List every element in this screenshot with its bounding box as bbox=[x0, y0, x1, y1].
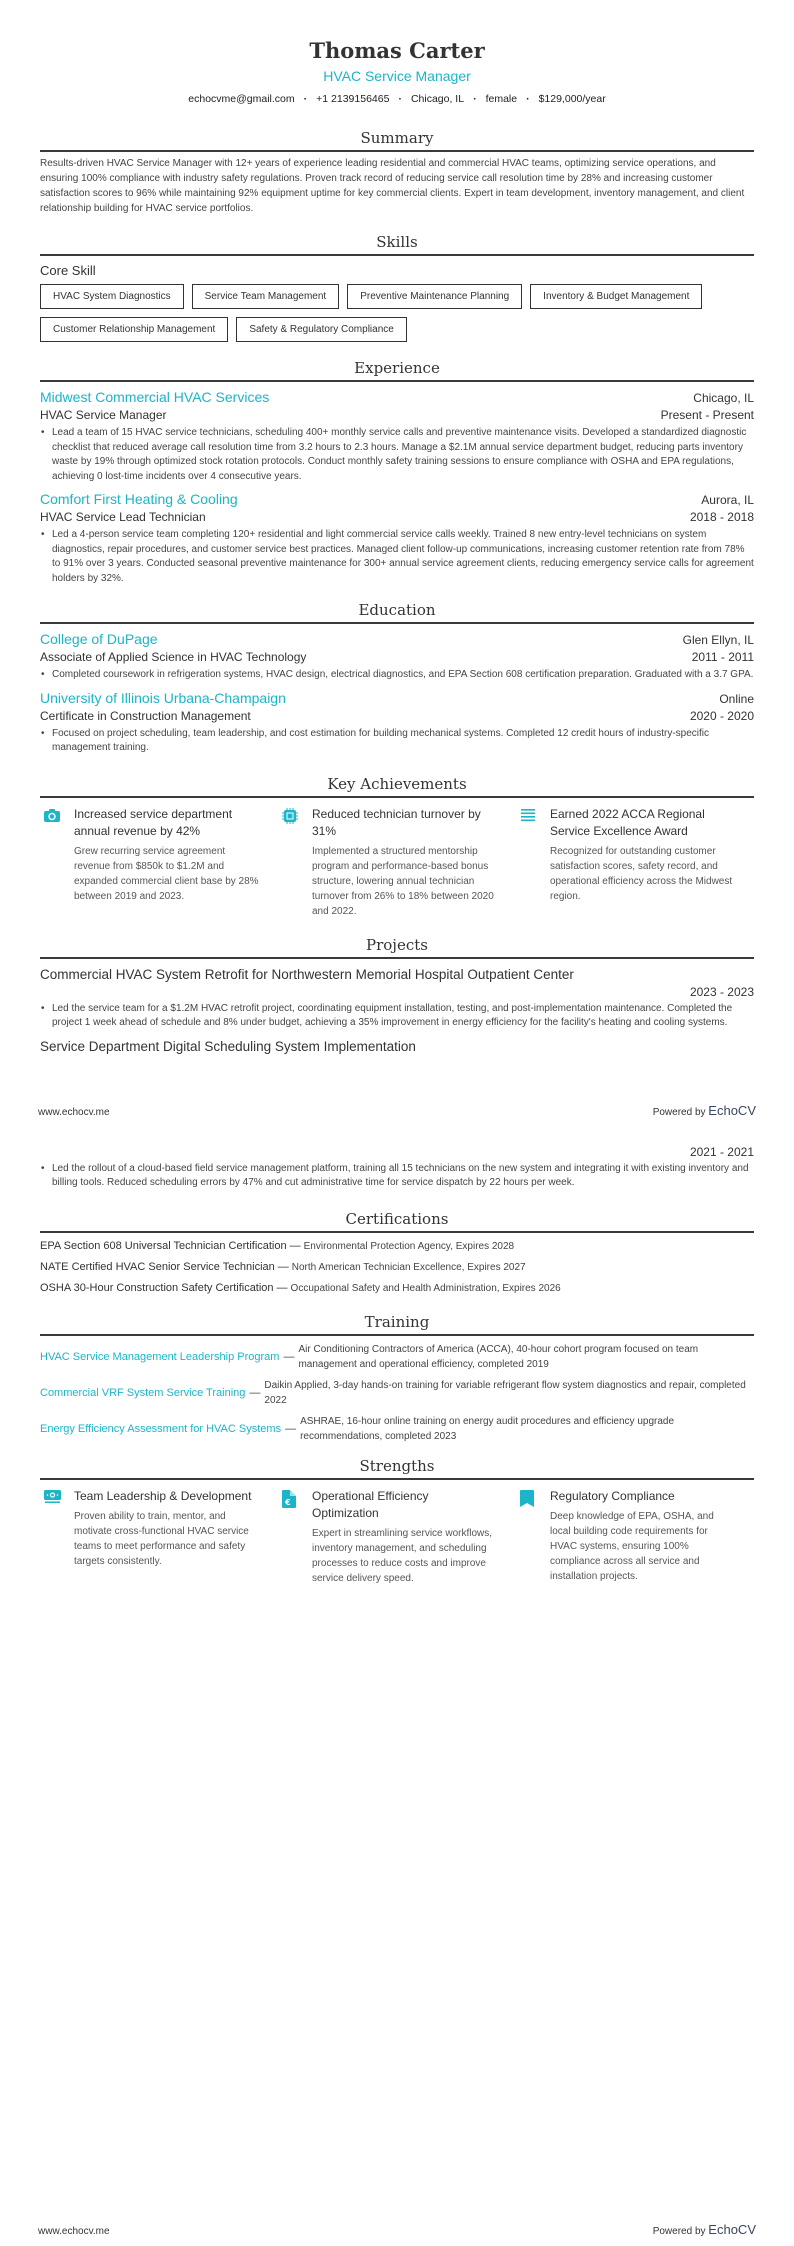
certification-name: OSHA 30-Hour Construction Safety Certification bbox=[40, 1281, 274, 1294]
brand-name[interactable]: EchoCV bbox=[708, 2222, 756, 2237]
candidate-name: Thomas Carter bbox=[309, 38, 485, 63]
footer-url[interactable]: www.echocv.me bbox=[38, 1107, 110, 1118]
degree: Certificate in Construction Management bbox=[40, 708, 251, 723]
projects-section bbox=[40, 935, 754, 1191]
section-title-education: Education bbox=[358, 601, 436, 619]
strength-desc: Expert in streamlining service workflows, inventory management, and scheduling processes to reduce costs and improve service delivery speed. bbox=[312, 1527, 493, 1584]
section-title-summary: Summary bbox=[360, 129, 434, 147]
job-dates: Present - Present bbox=[660, 408, 754, 422]
certification-item: EPA Section 608 Universal Technician Certification — Environmental Protection Agency, Expires 2028 bbox=[40, 1239, 515, 1252]
bookmark-icon bbox=[520, 1490, 538, 1586]
certification-issuer: Occupational Safety and Health Administration, Expires 2026 bbox=[290, 1282, 561, 1294]
training-item: Commercial VRF System Service Training — Daikin Applied, 3-day hands-on training for variable refrigerant flow system diagnostics and repair, completed 2022 bbox=[40, 1378, 754, 1408]
job-title: HVAC Service Lead Technician bbox=[40, 510, 206, 524]
footer-url[interactable]: www.echocv.me bbox=[38, 2226, 110, 2237]
degree: Associate of Applied Science in HVAC Technology bbox=[40, 650, 307, 664]
certification-issuer: North American Technician Excellence, Expires 2027 bbox=[291, 1261, 526, 1273]
training-desc: ASHRAE, 16-hour online training on energy audit procedures and efficiency upgrade recommendations, completed 2023 bbox=[300, 1415, 675, 1442]
training-name[interactable]: Commercial VRF System Service Training bbox=[40, 1386, 246, 1399]
achievement-card bbox=[40, 806, 278, 919]
achievement-card bbox=[516, 806, 754, 919]
section-divider bbox=[40, 1231, 754, 1233]
strength-title: Team Leadership & Development bbox=[74, 1488, 252, 1503]
experience-section bbox=[40, 358, 754, 586]
brand-name[interactable]: EchoCV bbox=[708, 1103, 756, 1118]
section-title-projects: Projects bbox=[366, 935, 428, 954]
job-dates: 2018 - 2018 bbox=[689, 510, 754, 524]
school-location: Online bbox=[719, 691, 754, 706]
strength-desc: Deep knowledge of EPA, OSHA, and local building code requirements for HVAC systems, ensuring 100% compliance across all service and installation projects. bbox=[550, 1510, 714, 1582]
training-item: Energy Efficiency Assessment for HVAC Systems — ASHRAE, 16-hour online training on energy audit procedures and efficiency upgrade recommendations, completed 2023 bbox=[40, 1414, 754, 1444]
project-dates: 2021 - 2021 bbox=[689, 1144, 754, 1159]
training-item: HVAC Service Management Leadership Program — Air Conditioning Contractors of America (ACCA), 40-hour cohort program focused on team management and operational efficiency, completed 2019 bbox=[40, 1342, 754, 1372]
job-title: HVAC Service Manager bbox=[40, 408, 167, 422]
page-break-gap bbox=[40, 1056, 754, 1144]
skill-group-label: Core Skill bbox=[40, 263, 96, 278]
contact-email[interactable]: echocvme@gmail.com bbox=[188, 93, 295, 105]
training-section bbox=[40, 1312, 754, 1444]
job-location: Aurora, IL bbox=[701, 493, 754, 507]
job-location: Chicago, IL bbox=[693, 391, 754, 405]
separator-dot: · bbox=[526, 93, 530, 105]
section-divider bbox=[40, 957, 754, 959]
company-name: Midwest Commercial HVAC Services bbox=[40, 389, 270, 405]
certification-name: EPA Section 608 Universal Technician Certification bbox=[40, 1239, 287, 1252]
page-footer bbox=[0, 1103, 794, 1118]
footer-brand-line bbox=[653, 2222, 756, 2237]
training-name[interactable]: HVAC Service Management Leadership Program bbox=[40, 1350, 280, 1363]
certification-name: NATE Certified HVAC Senior Service Technician bbox=[40, 1260, 275, 1273]
project-title: Service Department Digital Scheduling System Implementation bbox=[40, 1038, 416, 1054]
page-footer bbox=[0, 2222, 794, 2237]
contact-salary: $129,000/year bbox=[538, 93, 606, 105]
achievement-desc: Implemented a structured mentorship program and performance-based bonus structure, lowering annual technician turnover from 26% to 18% between 2020 and 2022. bbox=[312, 845, 494, 917]
section-title-certifications: Certifications bbox=[345, 1209, 449, 1228]
school-name: University of Illinois Urbana-Champaign bbox=[40, 689, 286, 706]
contact-location: Chicago, IL bbox=[410, 93, 465, 105]
achievement-title: Earned 2022 ACCA Regional Service Excellence Award bbox=[550, 806, 705, 838]
certification-item: OSHA 30-Hour Construction Safety Certification — Occupational Safety and Health Administration, Expires 2026 bbox=[40, 1281, 561, 1294]
skill-tag: Service Team Management bbox=[192, 284, 340, 309]
education-bullet: • Completed coursework in refrigeration systems, HVAC design, electrical diagnostics, and EPA Section 608 certification preparation. Graduated with a 3.7 GPA. bbox=[52, 668, 754, 683]
strength-card bbox=[278, 1488, 516, 1586]
experience-entry bbox=[40, 388, 754, 484]
strength-card bbox=[40, 1488, 278, 1586]
achievement-title: Increased service department annual revenue by 42% bbox=[74, 806, 233, 838]
section-title-achievements: Key Achievements bbox=[327, 774, 467, 793]
camera-icon bbox=[44, 808, 62, 919]
skill-tag: Customer Relationship Management bbox=[40, 317, 228, 342]
section-divider bbox=[40, 380, 754, 382]
education-bullet: • Focused on project scheduling, team leadership, and cost estimation for building mechanical systems. Completed 12 credit hours of industry-specific management training. bbox=[52, 727, 754, 756]
achievement-card bbox=[278, 806, 516, 919]
separator-dot: · bbox=[398, 93, 402, 105]
training-desc: Air Conditioning Contractors of America (ACCA), 40-hour cohort program focused on team management and operational efficiency, completed 2019 bbox=[298, 1343, 699, 1370]
strengths-section bbox=[40, 1456, 754, 1586]
school-name: College of DuPage bbox=[40, 631, 158, 647]
summary-text: Results-driven HVAC Service Manager with 12+ years of experience leading residential and commercial HVAC teams, optimizing service operations, and ensuring 100% compliance with industry safety regulations. Proven track record of reducing service call resolution time by 28% and increasing customer satisfaction scores to 96% while maintaining 92% equipment uptime for key commercial clients. Expert in team development, inventory management, and client relationship building for HVAC service portfolios. bbox=[40, 158, 745, 214]
summary-section bbox=[40, 128, 754, 216]
skill-tags bbox=[40, 284, 754, 342]
project-bullet: • Led the service team for a $1.2M HVAC retrofit project, coordinating equipment installation, testing, and post-implementation maintenance. Completed the project 1 week ahead of schedule and 8% under budget, achieving a 35% improvement in energy efficiency for the facility's heating and cooling systems. bbox=[52, 1002, 754, 1031]
strength-card bbox=[516, 1488, 754, 1586]
certification-issuer: Environmental Protection Agency, Expires 2028 bbox=[303, 1240, 515, 1252]
project-bullet: • Led the rollout of a cloud-based field service management platform, training all 15 technicians on the new system and integrating it with existing inventory and billing tools. Reduced scheduling errors by 47% and cut administrative time for service dispatch by 22 hours per week. bbox=[52, 1162, 754, 1191]
strength-title: Regulatory Compliance bbox=[550, 1488, 675, 1503]
education-entry bbox=[40, 630, 754, 683]
section-divider bbox=[40, 150, 754, 152]
skill-tag: Inventory & Budget Management bbox=[530, 284, 702, 309]
skill-tag: HVAC System Diagnostics bbox=[40, 284, 184, 309]
contact-gender: female bbox=[485, 93, 518, 105]
achievement-title: Reduced technician turnover by 31% bbox=[312, 806, 481, 838]
section-title-training: Training bbox=[364, 1312, 430, 1331]
certification-item: NATE Certified HVAC Senior Service Technician — North American Technician Excellence, Expires 2027 bbox=[40, 1260, 526, 1273]
list-icon bbox=[520, 808, 538, 919]
project-entry bbox=[40, 965, 754, 1031]
strength-desc: Proven ability to train, mentor, and motivate cross-functional HVAC service teams to meet performance and safety targets consistently. bbox=[74, 1510, 249, 1567]
achievement-desc: Grew recurring service agreement revenue from $850k to $1.2M and expanded commercial client base by 28% between 2019 and 2023. bbox=[74, 845, 259, 902]
chip-icon bbox=[282, 808, 300, 919]
candidate-role: HVAC Service Manager bbox=[323, 68, 471, 84]
education-dates: 2020 - 2020 bbox=[689, 708, 754, 723]
education-section bbox=[40, 600, 754, 756]
section-divider bbox=[40, 1334, 754, 1336]
certifications-section bbox=[40, 1209, 754, 1296]
section-divider bbox=[40, 796, 754, 798]
contact-line bbox=[40, 92, 754, 106]
euro-document-icon bbox=[282, 1490, 300, 1586]
section-divider bbox=[40, 622, 754, 624]
powered-by-label: Powered by bbox=[652, 1107, 706, 1118]
resume-header bbox=[40, 0, 754, 106]
separator-dot: · bbox=[303, 93, 308, 105]
section-divider bbox=[40, 254, 754, 256]
job-bullet: • Led a 4-person service team completing 120+ residential and light commercial service calls weekly. Trained 8 new entry-level technicians on system diagnostics, repair procedures, and customer service best practices. Managed client follow-up communications, increasing customer retention rate from 78% to 91% over 3 years. Conducted seasonal preventive maintenance for 300+ annual service agreement clients, reducing emergency service calls for agreement holders by 32%. bbox=[52, 528, 754, 586]
strength-title: Operational Efficiency Optimization bbox=[312, 1488, 429, 1520]
experience-entry bbox=[40, 490, 754, 586]
footer-brand-line bbox=[653, 1103, 756, 1118]
education-entry bbox=[40, 689, 754, 756]
section-divider bbox=[40, 1478, 754, 1480]
svg-text:€: € bbox=[285, 1497, 291, 1507]
job-bullet: • Lead a team of 15 HVAC service technicians, scheduling 400+ monthly service calls and preventive maintenance visits. Developed a standardized diagnostic checklist that reduced average call resolution time from 3.2 hours to 2.3 hours. Manage a $2.1M annual service department budget, reducing parts inventory waste by 19% through optimized stock rotation protocols. Conduct monthly safety training sessions to ensure compliance with OSHA and EPA regulations, achieving 0 lost-time incidents over 4 consecutive years. bbox=[52, 426, 754, 484]
project-dates: 2023 - 2023 bbox=[689, 984, 754, 999]
project-title: Commercial HVAC System Retrofit for Northwestern Memorial Hospital Outpatient Center bbox=[40, 966, 574, 982]
powered-by-label: Powered by bbox=[652, 2226, 706, 2237]
company-name: Comfort First Heating & Cooling bbox=[40, 491, 238, 507]
separator-dot: · bbox=[473, 93, 477, 105]
skill-tag: Safety & Regulatory Compliance bbox=[236, 317, 407, 342]
skills-section bbox=[40, 232, 754, 342]
money-icon bbox=[44, 1490, 62, 1586]
education-dates: 2011 - 2011 bbox=[691, 650, 754, 664]
achievements-section bbox=[40, 774, 754, 919]
section-title-skills: Skills bbox=[376, 233, 418, 251]
contact-phone[interactable]: +1 2139156465 bbox=[316, 93, 390, 105]
section-title-strengths: Strengths bbox=[359, 1456, 435, 1475]
section-title-experience: Experience bbox=[354, 359, 440, 377]
achievement-desc: Recognized for outstanding customer satisfaction scores, safety record, and operational efficiency across the Midwest region. bbox=[550, 845, 733, 902]
training-name[interactable]: Energy Efficiency Assessment for HVAC Systems bbox=[40, 1422, 282, 1435]
skill-tag: Preventive Maintenance Planning bbox=[347, 284, 522, 309]
school-location: Glen Ellyn, IL bbox=[682, 633, 754, 647]
training-desc: Daikin Applied, 3-day hands-on training for variable refrigerant flow system diagnostics and repair, completed 2022 bbox=[264, 1379, 746, 1406]
